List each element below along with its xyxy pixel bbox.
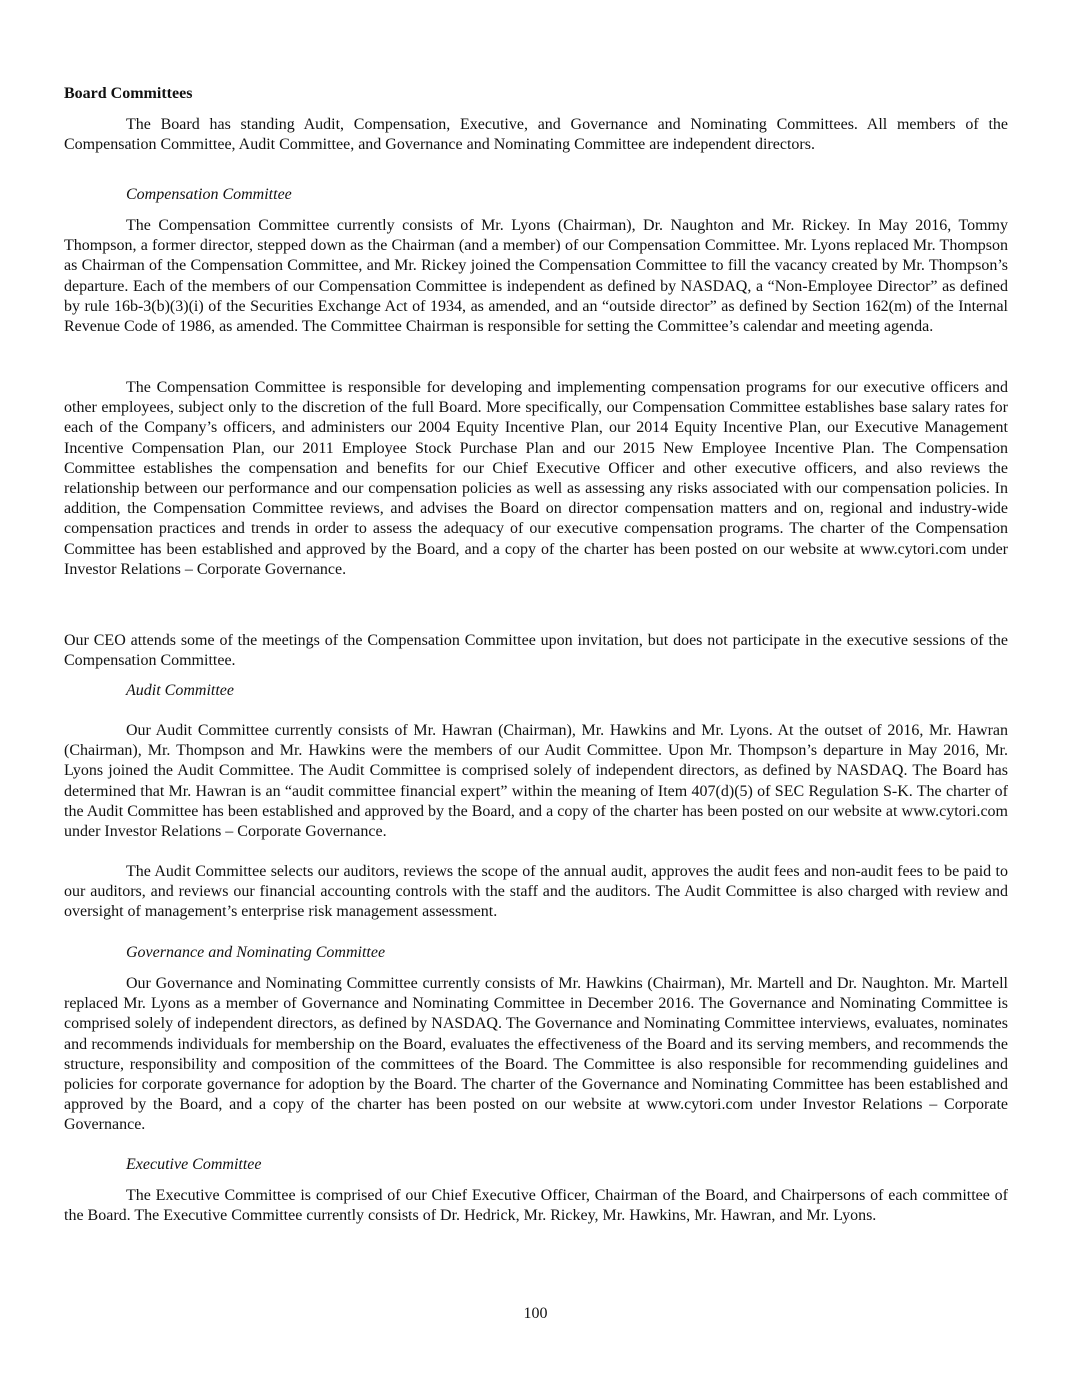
page-number: 100 — [523, 1305, 548, 1322]
compensation-committee-heading: Compensation Committee — [126, 186, 292, 203]
executive-committee-paragraph-1: The Executive Committee is comprised of our Chief Executive Officer, Chairman of the Board, and Chairpersons of each committee of the Board. The Executive Committee currently consists of Dr. Hedrick, Mr. Rickey, Mr. Hawkins, Mr. Hawran, and Mr. Lyons. — [64, 1187, 1008, 1225]
governance-committee-heading: Governance and Nominating Committee — [126, 944, 386, 961]
executive-committee-heading: Executive Committee — [126, 1156, 262, 1173]
compensation-committee-paragraph-2: The Compensation Committee is responsible for developing and implementing compensation programs for our executive officers and other employees, subject only to the discretion of the full Board. More specifically, our Compensation Committee establishes base salary rates for each of the Company’s officers, and administers our 2004 Equity Incentive Plan, our 2014 Equity Incentive Plan, our Executive Management Incentive Compensation Plan, our 2011 Employee Stock Purchase Plan and our 2015 New Employee Incentive Plan. The Compensation Committee establishes the compensation and benefits for our Chief Executive Officer and other executive officers, and also reviews the relationship between our performance and our compensation policies as well as assessing any risks associated with our compensation policies. In addition, the Compensation Committee reviews, and advises the Board on director compensation matters and on, regional and industry-wide compensation practices and trends in order to assess the adequacy of our executive compensation programs. The charter of the Compensation Committee has been established and approved by the Board, and a copy of the charter has been posted on our website at www.cytori.com under Investor Relations – Corporate Governance. — [64, 379, 1008, 578]
compensation-committee-paragraph-3: Our CEO attends some of the meetings of the Compensation Committee upon invitation, but does not participate in the executive sessions of the Compensation Committee. — [64, 632, 1008, 670]
governance-committee-paragraph-1: Our Governance and Nominating Committee currently consists of Mr. Hawkins (Chairman), Mr. Martell and Dr. Naughton. Mr. Martell replaced Mr. Lyons as a member of Governance and Nominating Committee in December 2016. The Governance and Nominating Committee is comprised solely of independent directors, as defined by NASDAQ. The Governance and Nominating Committee interviews, evaluates, nominates and recommends individuals for membership on the Board, evaluates the effectiveness of the Board and its serving members, and recommends the structure, responsibility and composition of the committees of the Board. The Committee is also responsible for recommending guidelines and policies for corporate governance for adoption by the Board. The charter of the Governance and Nominating Committee has been established and approved by the Board, and a copy of the charter has been posted on our website at www.cytori.com under Investor Relations – Corporate Governance. — [64, 975, 1008, 1134]
compensation-committee-paragraph-1: The Compensation Committee currently consists of Mr. Lyons (Chairman), Dr. Naughton and Mr. Rickey. In May 2016, Tommy Thompson, a former director, stepped down as the Chairman (and a member) of our Compensation Committee. Mr. Lyons replaced Mr. Thompson as Chairman of the Compensation Committee, and Mr. Rickey joined the Compensation Committee to fill the vacancy created by Mr. Thompson’s departure. Each of the members of our Compensation Committee is independent as defined by NASDAQ, a “Non-Employee Director” as defined by rule 16b-3(b)(3)(i) of the Securities Exchange Act of 1934, as amended, and an “outside director” as defined by Section 162(m) of the Internal Revenue Code of 1986, as amended. The Committee Chairman is responsible for setting the Committee’s calendar and meeting agenda. — [64, 217, 1008, 336]
audit-committee-heading: Audit Committee — [126, 682, 234, 699]
audit-committee-paragraph-2: The Audit Committee selects our auditors, reviews the scope of the annual audit, approves the audit fees and non-audit fees to be paid to our auditors, and reviews our financial accounting controls with the staff and the auditors. The Audit Committee is also charged with review and oversight of management’s enterprise risk management assessment. — [64, 863, 1008, 921]
audit-committee-paragraph-1: Our Audit Committee currently consists of Mr. Hawran (Chairman), Mr. Hawkins and Mr. Lyons. At the outset of 2016, Mr. Hawran (Chairman), Mr. Thompson and Mr. Hawkins were the members of our Audit Committee. Upon Mr. Thompson’s departure in May 2016, Mr. Lyons joined the Audit Committee. The Audit Committee is comprised solely of independent directors, as defined by NASDAQ. The Board has determined that Mr. Hawran is an “audit committee financial expert” within the meaning of Item 407(d)(5) of SEC Regulation S-K. The charter of the Audit Committee has been established and approved by the Board, and a copy of the charter has been posted on our website at www.cytori.com under Investor Relations – Corporate Governance. — [64, 722, 1008, 841]
board-committees-intro: The Board has standing Audit, Compensation, Executive, and Governance and Nominating Committees. All members of the Compensation Committee, Audit Committee, and Governance and Nominating Committee are independent directors. — [64, 116, 1008, 154]
board-committees-heading: Board Committees — [64, 85, 193, 102]
